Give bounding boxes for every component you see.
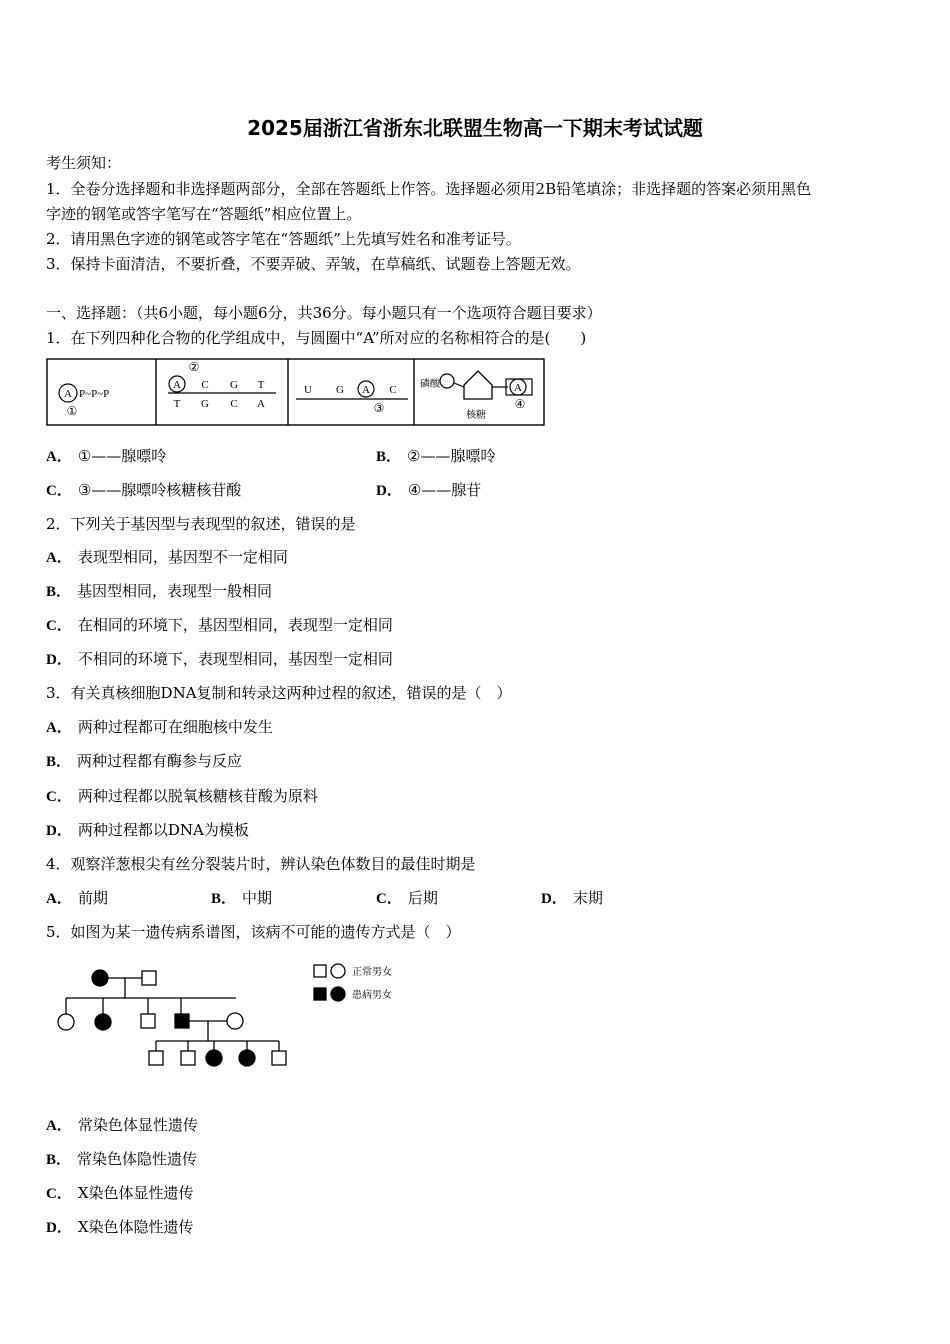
option-text: 表现型相同，基因型不一定相同 (77, 548, 288, 566)
option-text: 两种过程都以脱氧核糖核苷酸为原料 (77, 787, 318, 805)
affected-female-symbol (95, 1014, 111, 1030)
option-c[interactable] (46, 1182, 194, 1203)
figure-panel-3 (296, 381, 408, 415)
legend-affected-label: 患病男女 (352, 990, 392, 1001)
page-title: 2025届浙江省浙东北联盟生物高一下期末考试试题 (247, 116, 703, 140)
option-key: C． (46, 1186, 72, 1202)
option-text: 常染色体显性遗传 (77, 1116, 198, 1134)
option-key: C． (46, 483, 72, 499)
option-d[interactable] (46, 648, 393, 669)
affected-female-symbol (206, 1050, 222, 1066)
option-text: 两种过程都有酶参与反应 (77, 752, 243, 770)
normal-female-symbol (58, 1014, 74, 1030)
option-text: 后期 (407, 889, 438, 907)
option-b[interactable] (211, 887, 272, 908)
figure-label: P~P~P (79, 388, 110, 400)
option-c[interactable] (46, 614, 393, 635)
option-b[interactable] (46, 580, 272, 601)
notice-item: 3．保持卡面清洁，不要折叠，不要弄破、弄皱，在草稿纸、试题卷上答题无效。 (46, 255, 581, 273)
option-text: ③——腺嘌呤核糖核苷酸 (77, 481, 242, 499)
option-text: ①——腺嘌呤 (77, 447, 167, 465)
option-text: ④——腺苷 (407, 481, 482, 499)
option-text: 在相同的环境下，基因型相同，表现型一定相同 (77, 616, 393, 634)
figure-label: C (201, 379, 209, 391)
figure-label: C (230, 398, 238, 410)
figure-label: A (64, 388, 72, 400)
option-key: B． (46, 754, 72, 770)
notice-item: 字迹的钢笔或答字笔写在“答题纸”相应位置上。 (46, 205, 362, 223)
normal-male-symbol (149, 1051, 163, 1065)
option-text: 基因型相同，表现型一般相同 (77, 582, 273, 600)
figure-label: C (389, 384, 397, 396)
figure-label: A (257, 398, 265, 410)
section-heading: 一、选择题：（共6小题，每小题6分，共36分。每小题只有一个选项符合题目要求） (46, 304, 602, 322)
option-a[interactable] (46, 546, 288, 567)
normal-male-symbol (142, 971, 156, 985)
affected-male-symbol (175, 1014, 189, 1028)
option-key: A． (46, 891, 72, 907)
option-key: B． (46, 1152, 72, 1168)
legend-normal-label: 正常男女 (352, 967, 392, 978)
option-b[interactable] (46, 750, 242, 771)
figure-label: T (257, 379, 265, 391)
option-key: D． (46, 652, 72, 668)
q1-stem: 1．在下列四种化合物的化学组成中，与圆圈中“A”所对应的名称相符合的是( ) (46, 329, 587, 347)
option-d[interactable] (541, 887, 603, 908)
option-c[interactable] (46, 479, 241, 500)
pedigree-chart (46, 955, 416, 1080)
option-key: D． (46, 823, 72, 839)
figure-label: A (173, 379, 181, 391)
option-key: B． (376, 449, 402, 465)
option-key: C． (46, 789, 72, 805)
option-text: X染色体显性遗传 (77, 1184, 194, 1202)
affected-female-symbol (92, 970, 108, 986)
normal-male-symbol (141, 1014, 155, 1028)
figure-label: T (173, 398, 181, 410)
option-key: D． (376, 483, 402, 499)
figure-label: ① (66, 404, 78, 418)
option-key: C． (376, 891, 402, 907)
notice-item: 1．全卷分选择题和非选择题两部分，全部在答题纸上作答。选择题必须用2B铅笔填涂；非选择题的答案必须用黑色 (46, 180, 812, 198)
option-text: 两种过程都可在细胞核中发生 (77, 718, 273, 736)
option-key: B． (46, 584, 72, 600)
q3-stem: 3．有关真核细胞DNA复制和转录这两种过程的叙述，错误的是（ ） (46, 684, 512, 702)
option-key: A． (46, 550, 72, 566)
option-c[interactable] (376, 887, 438, 908)
figure-label: 磷酸 (420, 379, 440, 390)
option-b[interactable] (46, 1148, 197, 1169)
option-b[interactable] (376, 445, 495, 466)
figure-label: U (304, 384, 312, 396)
affected-female-symbol (239, 1050, 255, 1066)
q2-stem: 2．下列关于基因型与表现型的叙述，错误的是 (46, 515, 356, 533)
option-a[interactable] (46, 887, 108, 908)
option-key: A． (46, 1118, 72, 1134)
option-key: A． (46, 449, 72, 465)
notice-item: 2．请用黑色字迹的钢笔或答字笔在“答题纸”上先填写姓名和准考证号。 (46, 230, 521, 248)
option-key: A． (46, 720, 72, 736)
q1-figure (46, 355, 546, 427)
figure-label: ④ (514, 397, 526, 411)
option-text: 两种过程都以DNA为模板 (77, 821, 249, 839)
option-d[interactable] (46, 819, 249, 840)
option-a[interactable] (46, 445, 166, 466)
option-text: 前期 (77, 889, 108, 907)
figure-label: ③ (373, 401, 385, 415)
q4-stem: 4．观察洋葱根尖有丝分裂装片时，辨认染色体数目的最佳时期是 (46, 855, 476, 873)
figure-label: G (230, 379, 238, 391)
figure-label: A (514, 382, 522, 394)
option-d[interactable] (376, 479, 481, 500)
figure-label: G (336, 384, 344, 396)
figure-panel-4 (420, 371, 532, 421)
option-key: D． (541, 891, 567, 907)
option-d[interactable] (46, 1216, 194, 1237)
option-key: D． (46, 1220, 72, 1236)
figure-label: G (201, 398, 209, 410)
normal-female-symbol (227, 1013, 243, 1029)
option-text: 不相同的环境下，表现型相同，基因型一定相同 (77, 650, 393, 668)
normal-male-symbol (272, 1051, 286, 1065)
figure-label: A (362, 384, 370, 396)
figure-panel-1 (59, 384, 109, 418)
pedigree-legend (314, 964, 345, 1001)
figure-panel-2 (168, 360, 276, 410)
option-c[interactable] (46, 785, 318, 806)
option-text: 常染色体隐性遗传 (77, 1150, 198, 1168)
option-text: 末期 (572, 889, 603, 907)
q5-stem: 5．如图为某一遗传病系谱图，该病不可能的遗传方式是（ ） (46, 923, 461, 941)
figure-label: 核糖 (466, 410, 486, 421)
option-text: X染色体隐性遗传 (77, 1218, 194, 1236)
normal-male-symbol (181, 1051, 195, 1065)
option-text: ②——腺嘌呤 (407, 447, 496, 465)
option-a[interactable] (46, 716, 273, 737)
notice-heading: 考生须知： (46, 154, 122, 172)
option-text: 中期 (242, 889, 273, 907)
option-key: B． (211, 891, 237, 907)
option-key: C． (46, 618, 72, 634)
option-a[interactable] (46, 1114, 198, 1135)
figure-label: ② (188, 360, 200, 374)
